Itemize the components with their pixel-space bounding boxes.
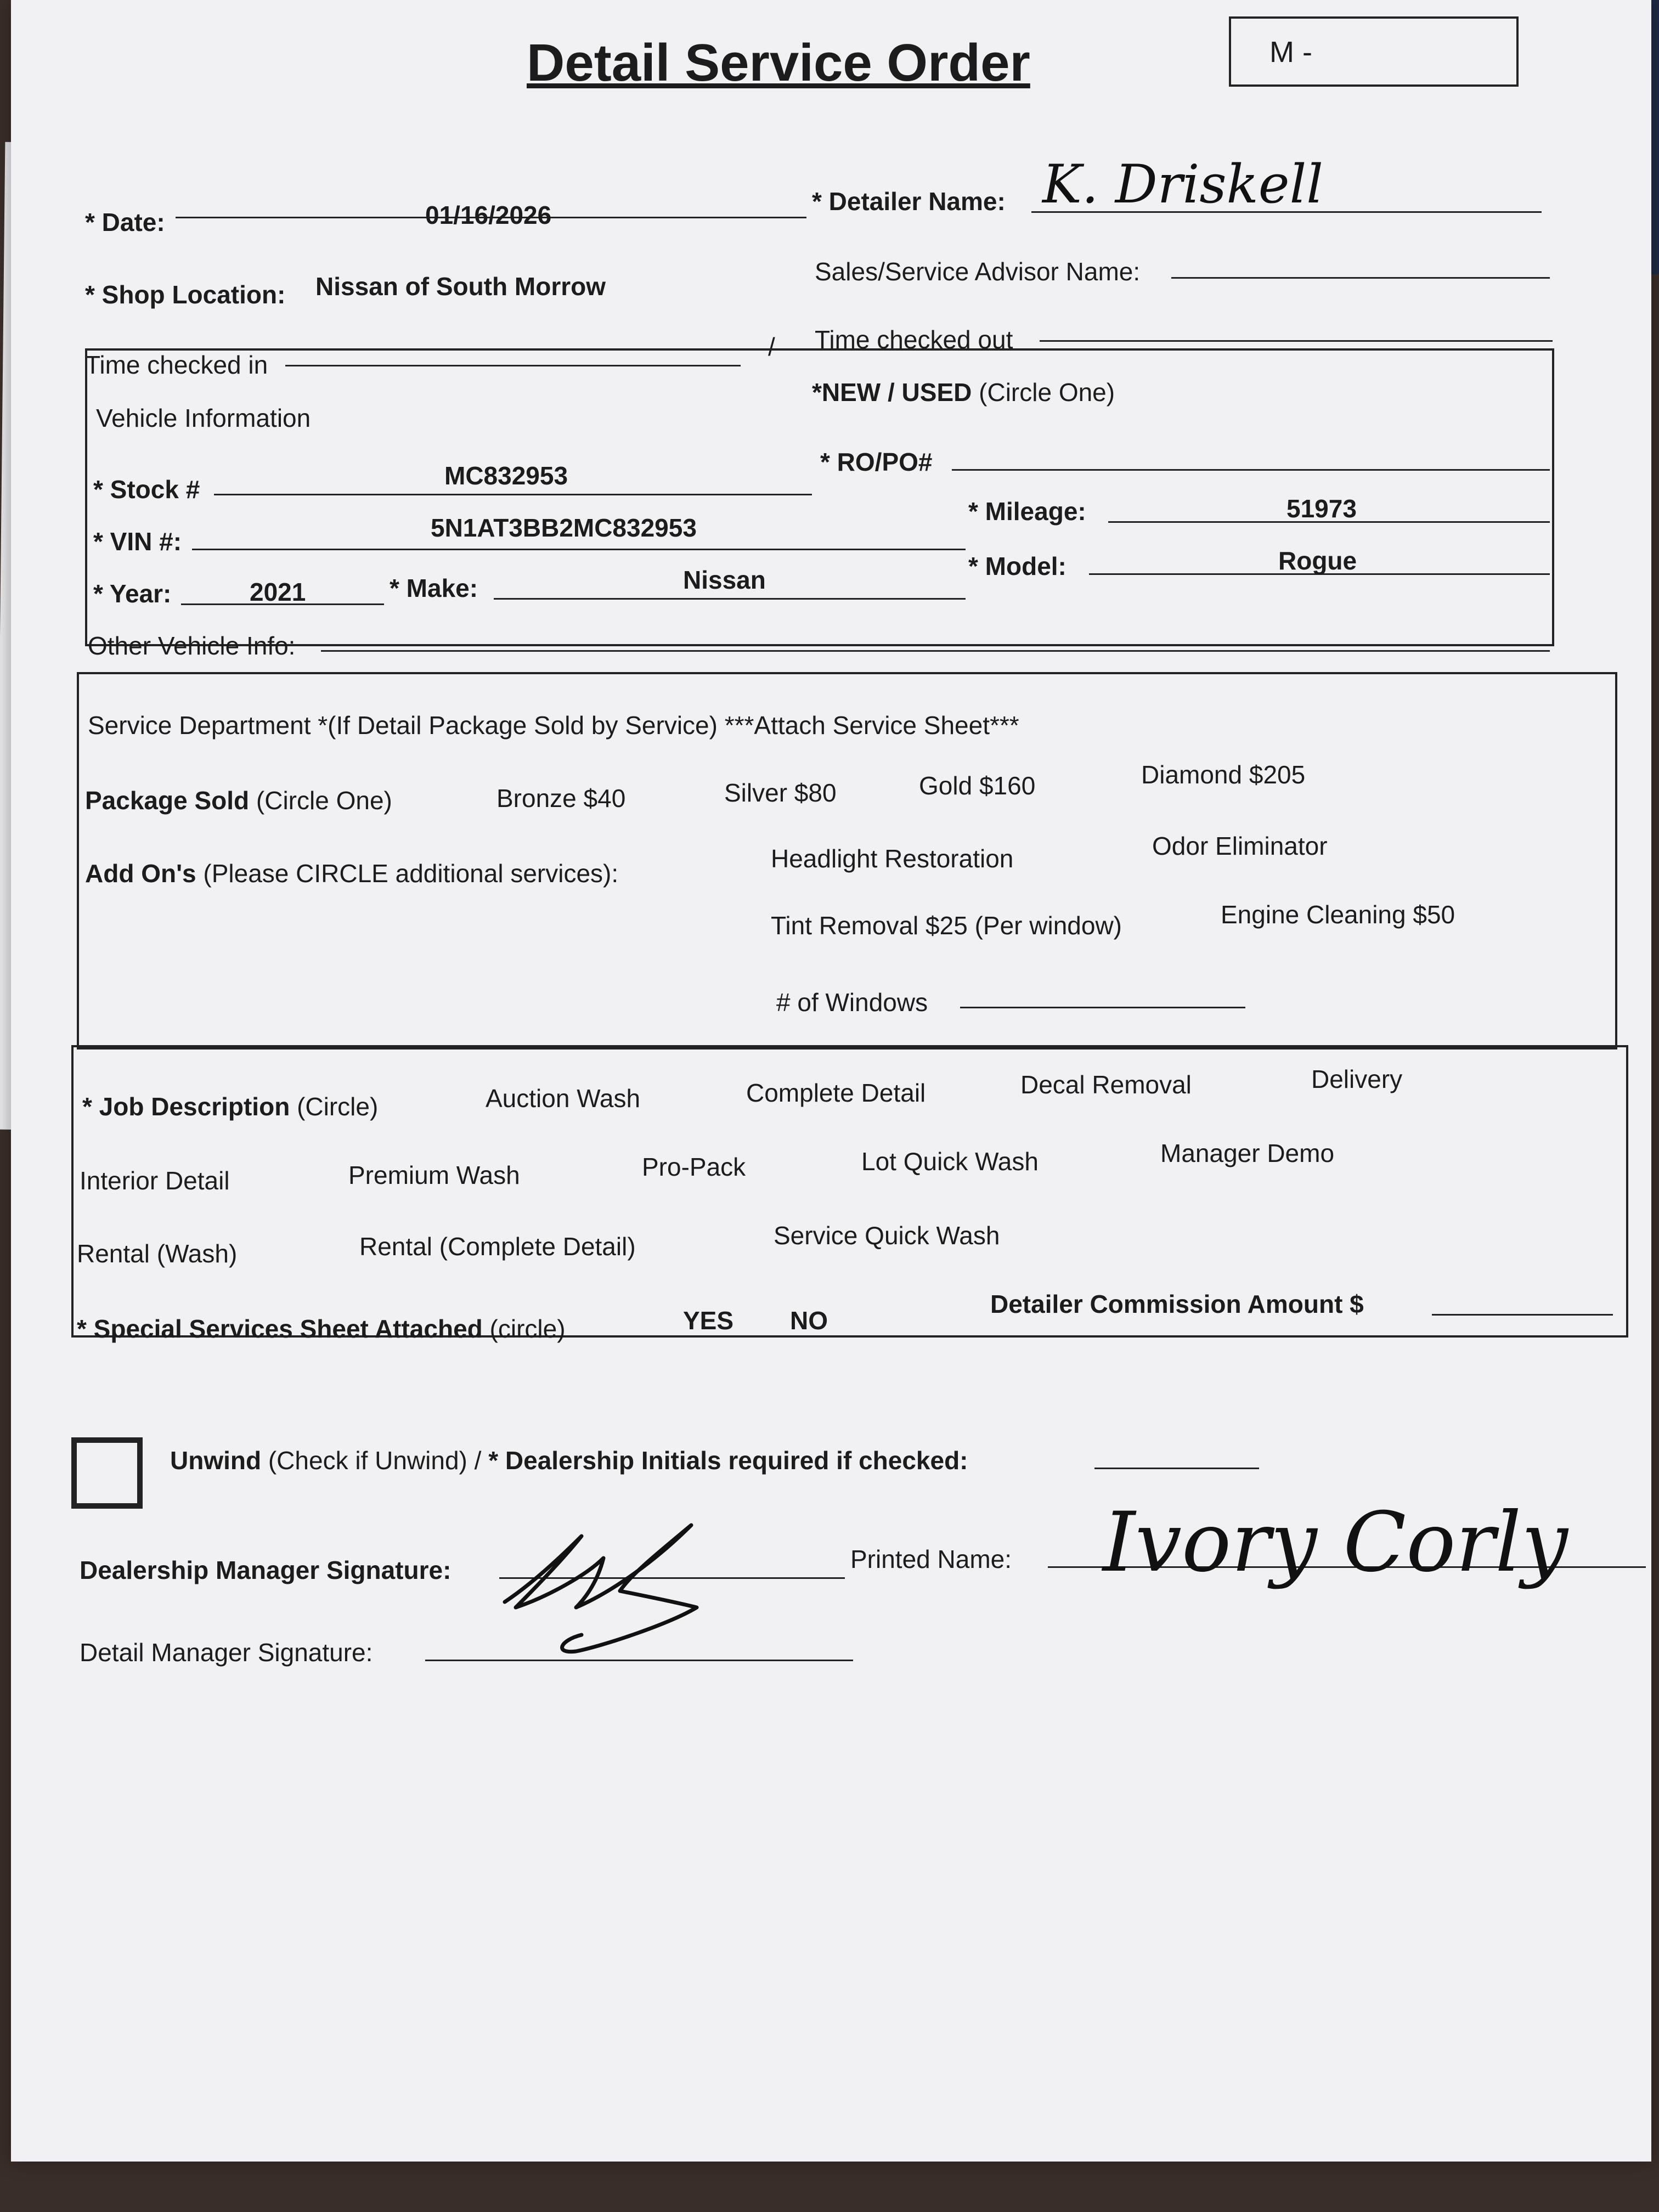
time-in-label: Time checked in xyxy=(85,351,268,379)
special-services-label xyxy=(77,1314,566,1344)
time-out-label: Time checked out xyxy=(815,325,1013,354)
dealership-manager-signature xyxy=(494,1514,746,1657)
vin-label: * VIN #: xyxy=(93,527,182,556)
job-service-quick-wash[interactable]: Service Quick Wash xyxy=(774,1221,1000,1250)
unwind-hint: (Check if Unwind) / xyxy=(268,1446,482,1475)
vin-value: 5N1AT3BB2MC832953 xyxy=(431,514,697,542)
special-no-option[interactable]: NO xyxy=(790,1306,828,1335)
other-info-label: Other Vehicle Info: xyxy=(88,631,296,660)
initials-required-label: * Dealership Initials required if checked: xyxy=(488,1446,968,1475)
detailer-signature-value: K. Driskell xyxy=(1042,154,1323,215)
vin-line[interactable] xyxy=(192,549,966,550)
job-decal-removal[interactable]: Decal Removal xyxy=(1020,1070,1192,1099)
new-used-hint: (Circle One) xyxy=(979,378,1115,407)
unwind-bold: Unwind xyxy=(170,1446,262,1475)
ropo-label: * RO/PO# xyxy=(820,448,933,476)
shop-location-value: Nissan of South Morrow xyxy=(315,272,606,301)
unwind-checkbox[interactable] xyxy=(71,1437,143,1509)
time-separator: / xyxy=(768,332,775,361)
job-auction-wash[interactable]: Auction Wash xyxy=(486,1084,641,1113)
job-premium-wash[interactable]: Premium Wash xyxy=(348,1161,520,1189)
special-yes-option[interactable]: YES xyxy=(683,1306,734,1335)
package-silver[interactable]: Silver $80 xyxy=(724,778,837,807)
stock-line[interactable] xyxy=(214,494,812,495)
package-diamond[interactable]: Diamond $205 xyxy=(1141,760,1306,789)
date-label: * Date: xyxy=(85,208,165,236)
job-manager-demo[interactable]: Manager Demo xyxy=(1160,1139,1335,1167)
make-line[interactable] xyxy=(494,598,966,600)
printed-name-value: Ivory Corly xyxy=(1103,1495,1568,1590)
mileage-label: * Mileage: xyxy=(968,497,1086,526)
model-label: * Model: xyxy=(968,552,1066,580)
page-title: Detail Service Order xyxy=(527,33,1030,92)
detail-manager-signature-line[interactable] xyxy=(425,1660,853,1661)
make-value: Nissan xyxy=(683,566,766,594)
detail-manager-signature-label: Detail Manager Signature: xyxy=(80,1638,373,1667)
m-number-label: M - xyxy=(1269,36,1312,69)
special-services-hint: (circle) xyxy=(489,1314,566,1343)
printed-name-label: Printed Name: xyxy=(850,1545,1012,1573)
job-delivery[interactable]: Delivery xyxy=(1311,1065,1403,1093)
advisor-label: Sales/Service Advisor Name: xyxy=(815,257,1141,286)
stock-value: MC832953 xyxy=(444,461,568,490)
shop-location-label: * Shop Location: xyxy=(85,280,286,309)
service-order-sheet xyxy=(11,0,1651,2162)
package-gold[interactable]: Gold $160 xyxy=(919,771,1036,800)
ropo-line[interactable] xyxy=(952,469,1550,471)
windows-label: # of Windows xyxy=(776,988,928,1017)
addons-hint: (Please CIRCLE additional services): xyxy=(203,859,619,888)
year-value: 2021 xyxy=(250,578,306,606)
dealership-manager-signature-label: Dealership Manager Signature: xyxy=(80,1556,452,1584)
time-out-line[interactable] xyxy=(1040,340,1553,342)
other-info-line[interactable] xyxy=(321,650,1550,652)
addons-label xyxy=(85,859,618,888)
unwind-label xyxy=(170,1446,968,1475)
windows-line[interactable] xyxy=(960,1007,1245,1008)
package-sold-label xyxy=(85,786,392,815)
job-rental-wash[interactable]: Rental (Wash) xyxy=(77,1239,238,1268)
vehicle-info-heading: Vehicle Information xyxy=(96,404,311,432)
addon-headlight-restoration[interactable]: Headlight Restoration xyxy=(771,844,1014,873)
job-interior-detail[interactable]: Interior Detail xyxy=(80,1166,230,1195)
addons-bold: Add On's xyxy=(85,859,196,888)
job-description-label xyxy=(82,1092,378,1121)
package-bronze[interactable]: Bronze $40 xyxy=(496,784,626,812)
package-sold-bold: Package Sold xyxy=(85,786,250,815)
special-services-bold: * Special Services Sheet Attached xyxy=(77,1314,483,1343)
mileage-value: 51973 xyxy=(1286,494,1357,523)
job-rental-complete-detail[interactable]: Rental (Complete Detail) xyxy=(359,1232,636,1261)
new-used-label xyxy=(812,377,1115,407)
package-sold-hint: (Circle One) xyxy=(256,786,392,815)
year-label: * Year: xyxy=(93,579,172,608)
service-heading: Service Department *(If Detail Package Sold by Service) ***Attach Service Sheet*** xyxy=(88,711,1019,740)
detailer-label: * Detailer Name: xyxy=(812,187,1006,216)
job-pro-pack[interactable]: Pro-Pack xyxy=(642,1153,746,1181)
addon-engine-cleaning[interactable]: Engine Cleaning $50 xyxy=(1221,900,1455,929)
make-label: * Make: xyxy=(390,574,478,602)
stock-label: * Stock # xyxy=(93,475,200,504)
job-description-hint: (Circle) xyxy=(297,1092,379,1121)
model-value: Rogue xyxy=(1278,546,1357,575)
m-number-box[interactable] xyxy=(1229,16,1519,87)
advisor-line[interactable] xyxy=(1171,277,1550,279)
job-description-bold: * Job Description xyxy=(82,1092,290,1121)
initials-line[interactable] xyxy=(1094,1468,1259,1469)
commission-label: Detailer Commission Amount $ xyxy=(990,1290,1364,1318)
addon-tint-removal[interactable]: Tint Removal $25 (Per window) xyxy=(771,911,1122,940)
date-value: 01/16/2026 xyxy=(425,201,552,229)
job-complete-detail[interactable]: Complete Detail xyxy=(746,1079,926,1107)
job-lot-quick-wash[interactable]: Lot Quick Wash xyxy=(861,1147,1039,1176)
commission-line[interactable] xyxy=(1432,1314,1613,1316)
new-used-bold: *NEW / USED xyxy=(812,378,972,407)
addon-odor-eliminator[interactable]: Odor Eliminator xyxy=(1152,832,1328,860)
